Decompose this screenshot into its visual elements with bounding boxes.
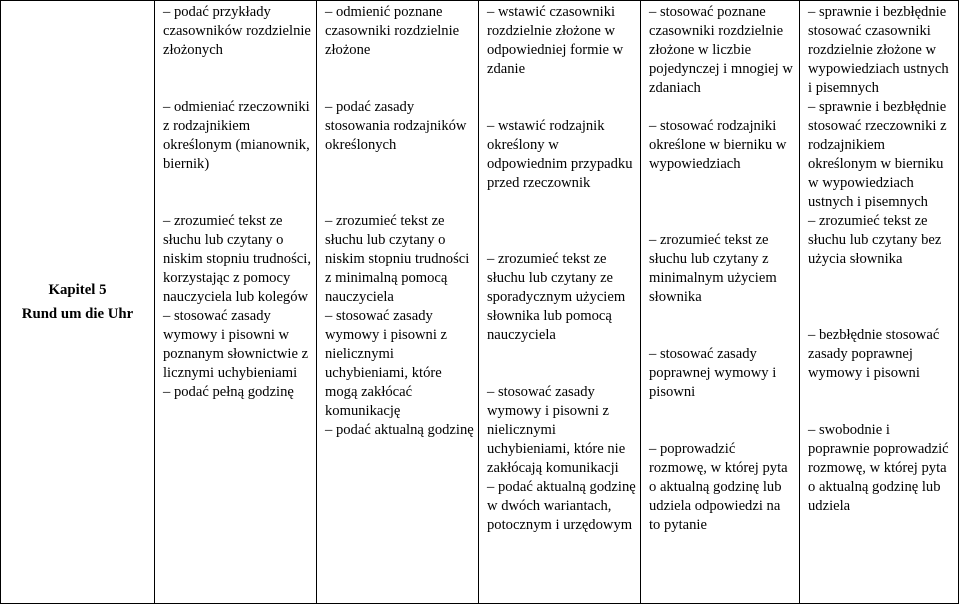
list-item: – stosować zasady wymowy i pisowni z nielicznymi uchybieniami, które mogą zakłócać komunikację xyxy=(325,308,448,419)
list-item: – zrozumieć tekst ze słuchu lub czytany ze sporadycznym użyciem słownika lub pomocą nauczyciela xyxy=(487,251,626,343)
chapter-subtitle: Rund um die Uhr xyxy=(21,306,134,322)
list-item: – bezbłędnie stosować zasady poprawnej wymowy i pisowni xyxy=(808,327,940,381)
grade-cell-6 xyxy=(800,1,959,604)
list-item: – wstawić czasowniki rozdzielnie złożone w odpowiedniej formie w zdanie xyxy=(487,4,624,77)
list-item: – stosować zasady wymowy i pisowni z nielicznymi uchybieniami, które nie zakłócają komunikacji xyxy=(487,384,626,476)
list-item: – odmieniać rzeczowniki z rodzajnikiem określonym (mianownik, biernik) xyxy=(163,99,310,172)
list-item: – sprawnie i bezbłędnie stosować rzeczowniki z rodzajnikiem określonym w bierniku w wypowiedziach ustnych i pisemnych xyxy=(808,99,947,210)
chapter-cell xyxy=(1,1,155,604)
list-item: – stosować rodzajniki określone w bierniku w wypowiedziach xyxy=(649,118,787,172)
grade-cell-5 xyxy=(641,1,800,604)
list-item: – swobodnie i poprawnie poprowadzić rozmowę, w której pyta o aktualną godzinę lub udziela xyxy=(808,422,949,514)
grade-cell-2 xyxy=(155,1,317,604)
list-item: – podać przykłady czasowników rozdzielnie złożonych xyxy=(163,4,311,58)
list-item: – podać pełną godzinę xyxy=(163,384,294,400)
list-item: – zrozumieć tekst ze słuchu lub czytany z minimalnym użyciem słownika xyxy=(649,232,777,305)
list-item: – podać aktualną godzinę w dwóch wariantach, potocznym i urzędowym xyxy=(487,479,636,533)
list-item: – wstawić rodzajnik określony w odpowiednim przypadku przed rzeczownik xyxy=(487,118,633,191)
list-item: – zrozumieć tekst ze słuchu lub czytany o niskim stopniu trudności, korzystając z pomocy nauczyciela lub kolegów xyxy=(163,213,311,305)
table-row xyxy=(1,1,959,604)
list-item: – podać aktualną godzinę xyxy=(325,422,474,438)
grade-cell-4 xyxy=(479,1,641,604)
list-item: – stosować poznane czasowniki rozdzielnie złożone w liczbie pojedynczej i mnogiej w zdaniach xyxy=(649,4,793,96)
list-item: – stosować zasady wymowy i pisowni w poznanym słownictwie z licznymi uchybieniami xyxy=(163,308,309,381)
list-item: – zrozumieć tekst ze słuchu lub czytany o niskim stopniu trudności z minimalną pomocą nauczyciela xyxy=(325,213,470,305)
grade-cell-3 xyxy=(317,1,479,604)
list-item: – zrozumieć tekst ze słuchu lub czytany bez użycia słownika xyxy=(808,213,942,267)
list-item: – stosować zasady poprawnej wymowy i pisowni xyxy=(649,346,777,400)
list-item: – podać zasady stosowania rodzajników określonych xyxy=(325,99,467,153)
chapter-title: Kapitel 5 xyxy=(48,282,107,298)
list-item: – poprowadzić rozmowę, w której pyta o aktualną godzinę lub udziela odpowiedzi na to pytanie xyxy=(649,441,788,533)
list-item: – odmienić poznane czasowniki rozdzielnie złożone xyxy=(325,4,460,58)
list-item: – sprawnie i bezbłędnie stosować czasowniki rozdzielnie złożone w wypowiedziach ustnych i pisemnych xyxy=(808,4,949,96)
